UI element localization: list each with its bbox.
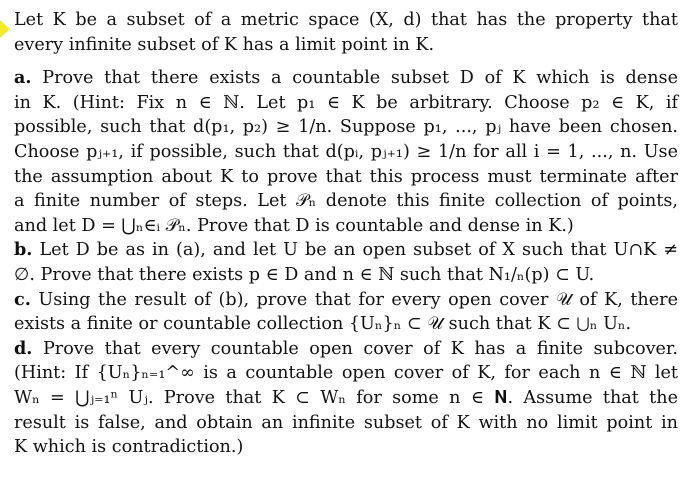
part-c: [14, 288, 678, 337]
part-text: Prove that every countable open cover of K has a finite subcover.: [42, 338, 679, 359]
text-line: Choose pⱼ₊₁, if possible, such that d(pᵢ, pⱼ₊₁) ≥ 1/n for all i = 1, ..., n. Use: [14, 141, 678, 162]
part-label: a.: [14, 67, 32, 89]
text-line: (Hint: If {Uₙ}ₙ₌₁^∞ is a countable open cover of K, for each n ∈ ℕ let: [14, 363, 678, 384]
text-line: exists a finite or countable collection {Uₙ}ₙ ⊂ 𝒰 such that K ⊂ ⋃ₙ Uₙ.: [14, 314, 632, 335]
text-line: the assumption about K to prove that this process must terminate after: [14, 166, 678, 187]
part-text: Prove that there exists a countable subset D of K which is dense: [42, 68, 678, 89]
part-text: Using the result of (b), prove that for every open cover 𝒰 of K, there: [38, 289, 678, 310]
intro-paragraph: [14, 8, 678, 57]
text-line: [14, 66, 678, 91]
text-line: every infinite subset of K has a limit point in K.: [14, 34, 435, 55]
text-line: a finite number of steps. Let 𝒫ₙ denote this finite collection of points,: [14, 191, 678, 212]
text-line: result is false, and obtain an infinite subset of K with no limit point in: [14, 412, 678, 433]
part-label: b.: [14, 239, 33, 261]
text-line: Let K be a subset of a metric space (X, d) that has the property that: [14, 10, 678, 30]
yellow-marker-icon: [0, 20, 10, 38]
part-label: d.: [14, 337, 33, 359]
text-line: [14, 238, 678, 263]
text-line: possible, such that d(p₁, p₂) ≥ 1/n. Suppose p₁, ..., pⱼ have been chosen.: [14, 117, 678, 138]
part-text: Let D be as in (a), and let U be an open subset of X such that U∩K ≠: [39, 240, 679, 261]
text-line: [14, 288, 678, 313]
part-d: [14, 337, 678, 460]
text-line: ∅. Prove that there exists p ∈ D and n ∈ ℕ such that N₁/ₙ(p) ⊂ U.: [14, 264, 595, 285]
text-line: K which is contradiction.): [14, 437, 244, 458]
problem-document: [14, 8, 678, 460]
text-line: in K. (Hint: Fix n ∈ ℕ. Let p₁ ∈ K be arbitrary. Choose p₂ ∈ K, if: [14, 92, 678, 113]
text-line: Wₙ = ⋃ⱼ₌₁ⁿ Uⱼ. Prove that K ⊂ Wₙ for some n ∈ 𝐍. Assume that the: [14, 387, 678, 408]
part-a: [14, 66, 678, 238]
part-label: c.: [14, 288, 31, 310]
text-line: [14, 337, 678, 362]
part-b: [14, 238, 678, 287]
text-line: and let D = ⋃ₙ∈ᵢ 𝒫ₙ. Prove that D is countable and dense in K.): [14, 215, 574, 236]
